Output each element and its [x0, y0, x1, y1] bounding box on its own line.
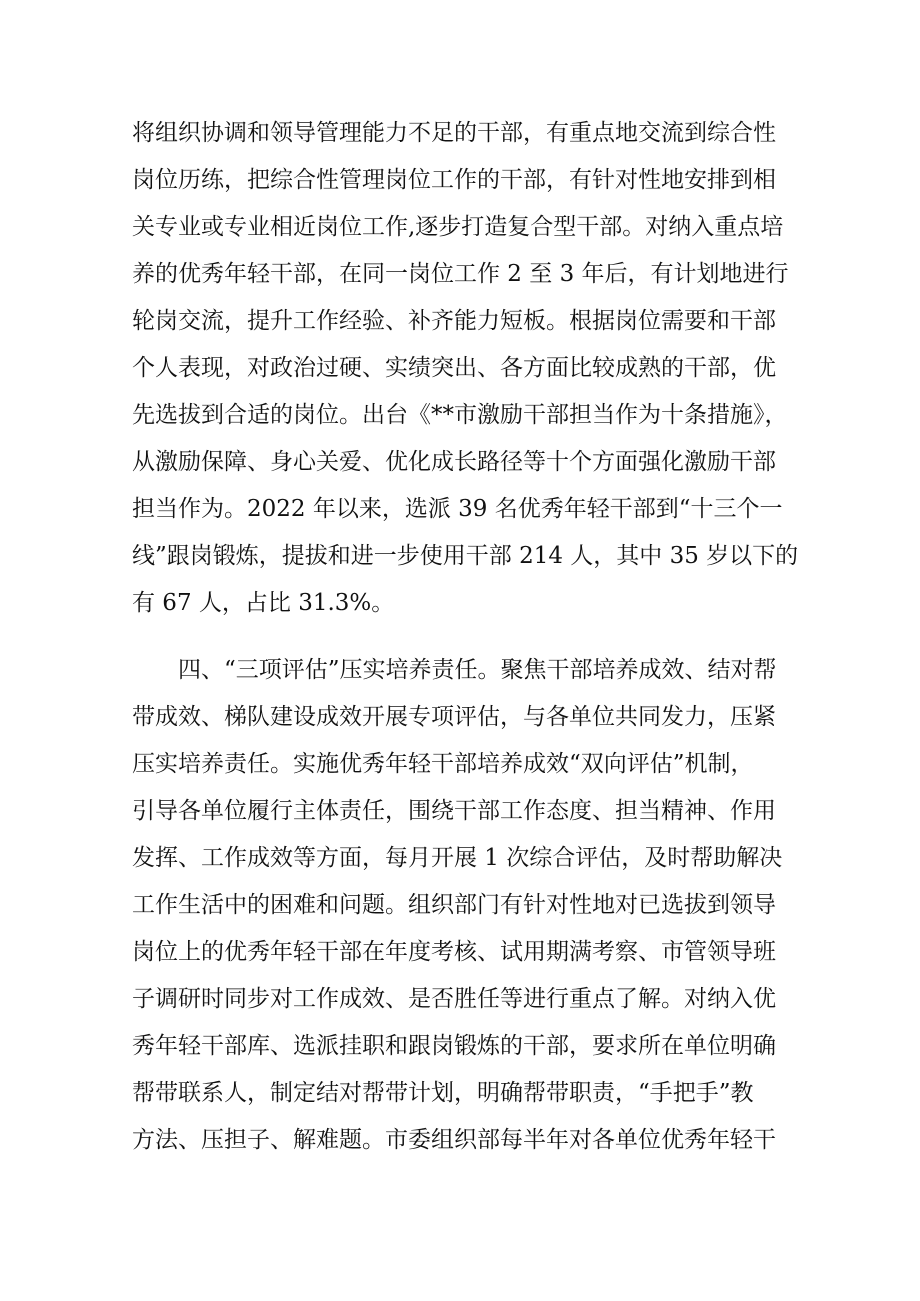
text-line: 关专业或专业相近岗位工作,逐步打造复合型干部。对纳入重点培	[132, 214, 784, 240]
text-line: 岗位上的优秀年轻干部在年度考核、试用期满考察、市管领导班	[132, 939, 776, 965]
text-line: 个人表现，对政治过硬、实绩突出、各方面比较成熟的干部，优	[132, 355, 776, 381]
text-line: 工作生活中的困难和问题。组织部门有针对性地对已选拔到领导	[132, 892, 776, 918]
text-line: 秀年轻干部库、选派挂职和跟岗锻炼的干部，要求所在单位明确	[132, 1033, 776, 1059]
text-line: 轮岗交流，提升工作经验、补齐能力短板。根据岗位需要和干部	[132, 308, 776, 334]
text-line: 有 67 人，占比 31.3%。	[132, 590, 395, 616]
text-line: 线”跟岗锻炼，提拔和进一步使用干部 214 人，其中 35 岁以下的	[132, 543, 799, 569]
text-line: 子调研时同步对工作成效、是否胜任等进行重点了解。对纳入优	[132, 986, 776, 1012]
text-line: 引导各单位履行主体责任，围绕干部工作态度、担当精神、作用	[132, 798, 776, 824]
text-line: 养的优秀年轻干部，在同一岗位工作 2 至 3 年后，有计划地进行	[132, 261, 789, 287]
text-line: 从激励保障、身心关爱、优化成长路径等十个方面强化激励干部	[132, 449, 776, 475]
section-heading-line: 四、“三项评估”压实培养责任。聚焦干部培养成效、结对帮	[178, 657, 777, 683]
text-line: 方法、压担子、解难题。市委组织部每半年对各单位优秀年轻干	[132, 1127, 776, 1153]
text-line: 担当作为。2022 年以来，选派 39 名优秀年轻干部到“十三个一	[132, 496, 783, 522]
text-line: 压实培养责任。实施优秀年轻干部培养成效“双向评估”机制，	[132, 751, 754, 777]
text-line: 发挥、工作成效等方面，每月开展 1 次综合评估，及时帮助解决	[132, 845, 783, 871]
text-line: 带成效、梯队建设成效开展专项评估，与各单位共同发力，压紧	[132, 704, 776, 730]
text-line: 帮带联系人，制定结对帮带计划，明确帮带职责，“手把手”教	[132, 1080, 754, 1106]
text-line: 先选拔到合适的岗位。出台《**市激励干部担当作为十条措施》，	[132, 402, 788, 428]
text-line: 将组织协调和领导管理能力不足的干部，有重点地交流到综合性	[132, 120, 776, 146]
text-line: 岗位历练，把综合性管理岗位工作的干部，有针对性地安排到相	[132, 167, 776, 193]
